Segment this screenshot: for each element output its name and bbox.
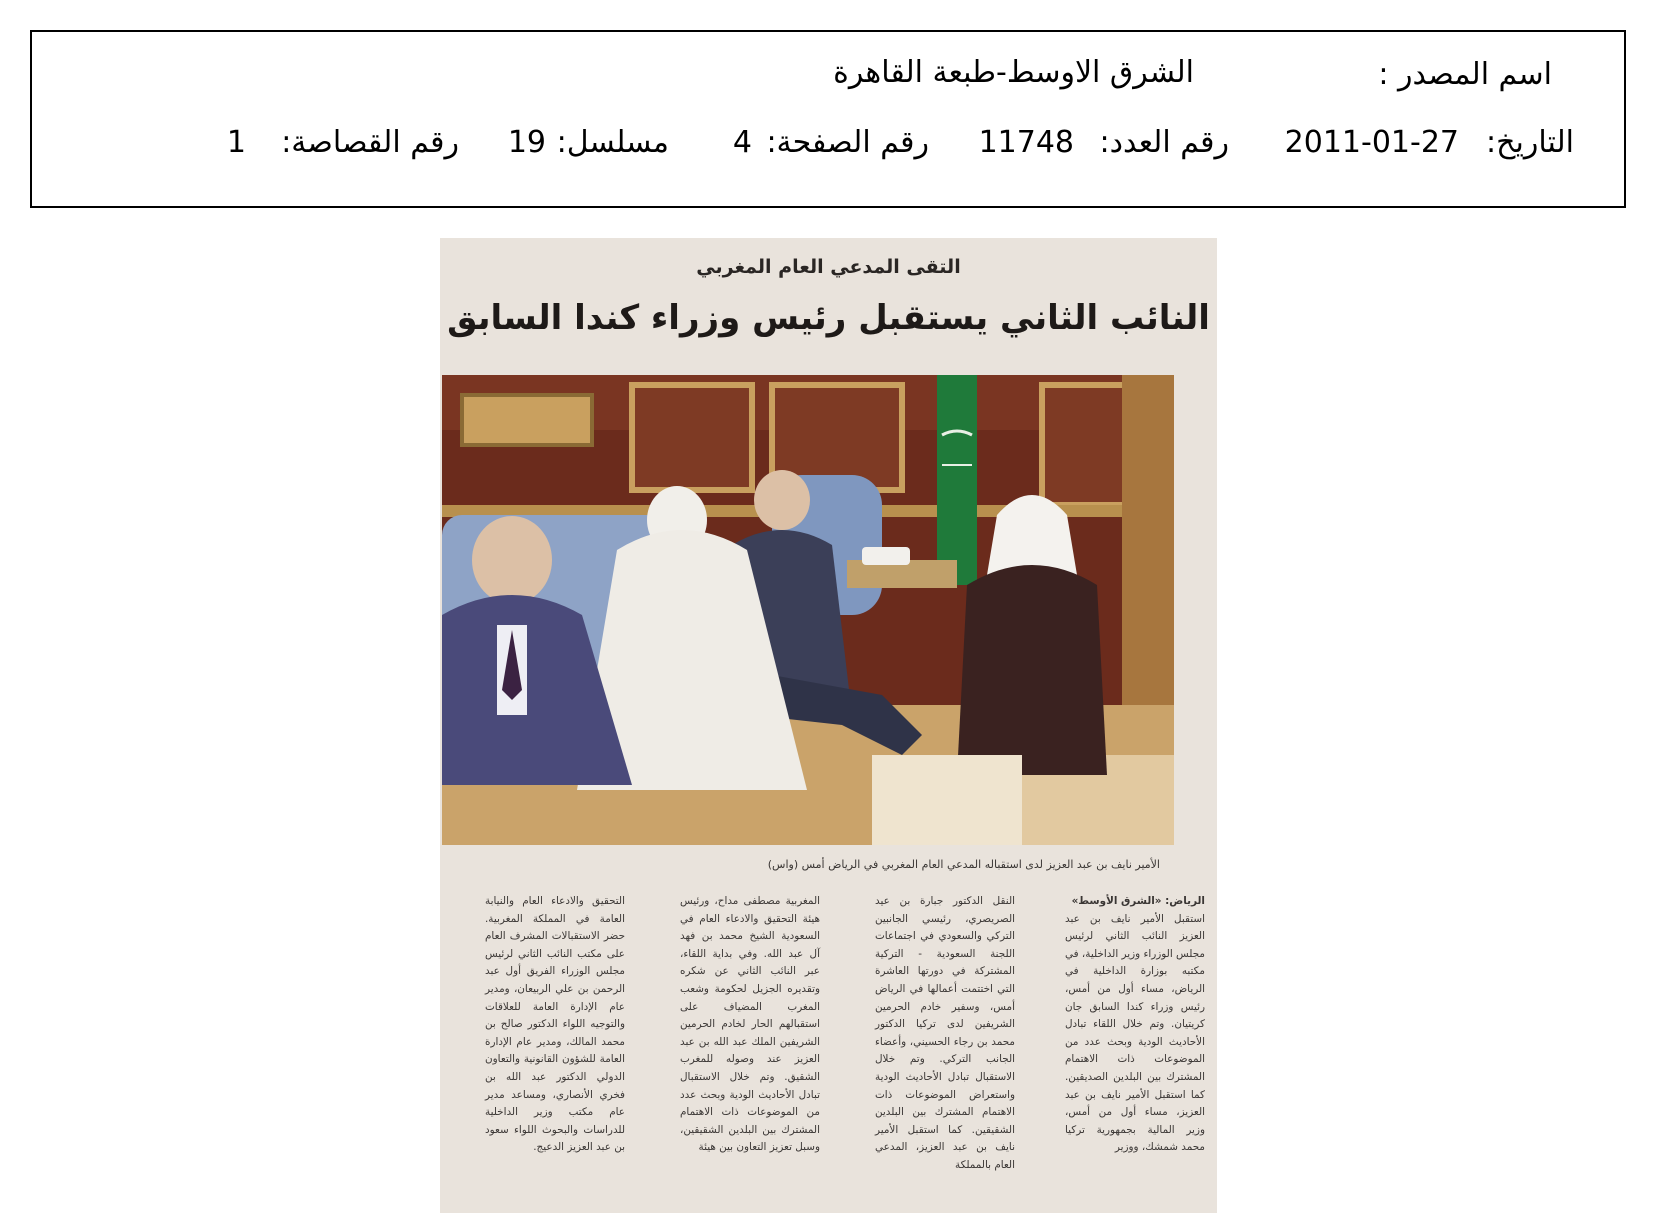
source-label: اسم المصدر :	[1378, 57, 1552, 92]
article-column-2	[875, 893, 1015, 1175]
article-dateline: الرياض: «الشرق الأوسط»	[1071, 895, 1205, 907]
newspaper-clipping	[440, 238, 1217, 1213]
article-column-3	[680, 893, 820, 1157]
issue-value: 11748	[978, 125, 1074, 160]
column-text: التحقيق والادعاء العام والنيابة العامة في المملكة المغربية. حضر الاستقبالات المشرف العام على مكتب النائب الثاني لرئيس مجلس الوزراء الفريق أول عبد الرحمن بن علي الربيعان، ومدير عام الإدارة العامة للعلاقات والتوجيه اللواء الدكتور صالح بن محمد المالك، ومدير عام الإدارة العامة للشؤون القانونية والتعاون الدولي الدكتور عبد الله بن فخري الأنصاري، ومساعد مدير عام مكتب وزير الداخلية للدراسات والبحوث اللواء سعود بن عبد العزيز الدعيج.	[485, 895, 625, 1154]
photo-caption: الأمير نايف بن عبد العزيز لدى استقباله المدعي العام المغربي في الرياض أمس (واس)	[767, 858, 1160, 871]
reception-photo-illustration	[442, 375, 1174, 845]
article-column-4	[485, 893, 625, 1157]
page-value: 4	[732, 125, 752, 160]
article-body	[450, 893, 1205, 1203]
source-info-box	[30, 30, 1626, 208]
column-text: النقل الدكتور جبارة بن عيد الصريصري، رئيسي الجانبين التركي والسعودي في اجتماعات اللجنة السعودية - التركية المشتركة في دورتها العاشرة التي اختتمت أعمالها في الرياض أمس، وسفير خادم الحرمين الشريفين لدى تركيا الدكتور محمد بن رجاء الحسيني، وأعضاء الجانب التركي. وتم خلال الاستقبال تبادل الأحاديث الودية واستعراض الموضوعات ذات الاهتمام المشترك بين البلدين الشقيقين. كما استقبل الأمير نايف بن عبد العزيز، المدعي العام بالمملكة	[875, 895, 1015, 1171]
date-value: 2011-01-27	[1284, 125, 1459, 160]
article-kicker: التقى المدعي العام المغربي	[696, 256, 961, 278]
serial-label: مسلسل:	[556, 125, 669, 160]
date-label: التاريخ:	[1486, 125, 1574, 160]
column-text: المغربية مصطفى مداح، ورئيس هيئة التحقيق والادعاء العام في السعودية الشيخ محمد بن فهد آل عبد الله. وفي بداية اللقاء، عبر النائب الثاني عن شكره وتقديره الجزيل لحكومة وشعب المغرب المضياف على استقبالهم الحار لخادم الحرمين الشريفين الملك عبد الله بن عبد العزيز عند وصوله للمغرب الشقيق. وتم خلال الاستقبال تبادل الأحاديث الودية وبحث عدد من الموضوعات ذات الاهتمام المشترك بين البلدين الشقيقين، وسبل تعزيز التعاون بين هيئة	[680, 895, 820, 1154]
article-photo	[442, 375, 1174, 845]
clip-label: رقم القصاصة:	[281, 125, 459, 160]
column-text: استقبل الأمير نايف بن عبد العزيز النائب الثاني لرئيس مجلس الوزراء وزير الداخلية، في مكتبه بوزارة الداخلية في الرياض، مساء أول من أمس، رئيس وزراء كندا السابق جان كريتيان. وتم خلال اللقاء تبادل الأحاديث الودية وبحث عدد من الموضوعات ذات الاهتمام المشترك بين البلدين الصديقين. كما استقبل الأمير نايف بن عبد العزيز، مساء أول من أمس، وزير المالية بجمهورية تركيا محمد شمشك، ووزير	[1064, 912, 1205, 1154]
page-label: رقم الصفحة:	[766, 125, 929, 160]
article-column-1	[1065, 893, 1205, 1157]
article-headline: النائب الثاني يستقبل رئيس وزراء كندا السابق	[447, 298, 1210, 338]
clip-value: 1	[226, 125, 246, 160]
issue-label: رقم العدد:	[1099, 125, 1229, 160]
serial-value: 19	[507, 125, 546, 160]
source-value: الشرق الاوسط-طبعة القاهرة	[833, 55, 1194, 90]
